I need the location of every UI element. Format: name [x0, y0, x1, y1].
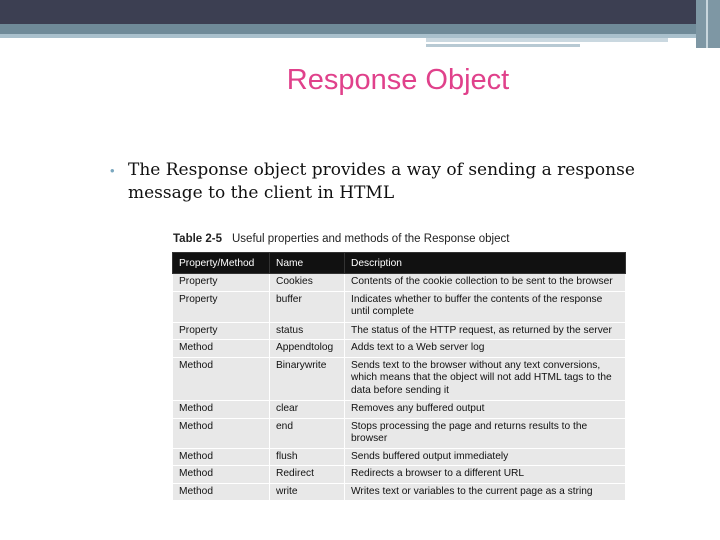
table-header-row — [173, 253, 626, 274]
bullet-text: The Response object provides a way of sending a response message to the client in HTML — [128, 160, 635, 203]
cell-name: flush — [270, 448, 345, 466]
table-row — [173, 357, 626, 401]
cell-name: Redirect — [270, 466, 345, 484]
slide-title: Response Object — [286, 64, 510, 96]
cell-type: Method — [173, 401, 270, 419]
cell-type: Method — [173, 448, 270, 466]
cell-type: Method — [173, 466, 270, 484]
table-row — [173, 401, 626, 419]
header-description: Description — [345, 253, 626, 274]
cell-name: status — [270, 322, 345, 340]
cell-description: Sends text to the browser without any text conversions, which means that the object will not add HTML tags to the data before sending it — [345, 357, 626, 401]
table-caption — [173, 233, 509, 245]
cell-name: Appendtolog — [270, 340, 345, 358]
decorative-edge-line — [706, 0, 708, 48]
cell-description: Redirects a browser to a different URL — [345, 466, 626, 484]
decorative-edge-strip — [696, 0, 720, 48]
cell-description: Sends buffered output immediately — [345, 448, 626, 466]
cell-name: buffer — [270, 291, 345, 322]
cell-description: Stops processing the page and returns results to the browser — [345, 418, 626, 448]
cell-type: Method — [173, 418, 270, 448]
cell-description: The status of the HTTP request, as returned by the server — [345, 322, 626, 340]
cell-description: Removes any buffered output — [345, 401, 626, 419]
bullet-icon: • — [110, 163, 115, 178]
header-name: Name — [270, 253, 345, 274]
table-row — [173, 340, 626, 358]
cell-description: Indicates whether to buffer the contents of the response until complete — [345, 291, 626, 322]
response-object-table — [172, 252, 626, 501]
cell-name: end — [270, 418, 345, 448]
cell-type: Property — [173, 322, 270, 340]
table-row — [173, 483, 626, 501]
table-row — [173, 466, 626, 484]
cell-type: Property — [173, 274, 270, 292]
table-row — [173, 448, 626, 466]
decorative-band — [0, 24, 720, 34]
cell-name: Binarywrite — [270, 357, 345, 401]
cell-type: Method — [173, 357, 270, 401]
cell-description: Contents of the cookie collection to be sent to the browser — [345, 274, 626, 292]
decorative-accent-line — [426, 44, 580, 47]
header-property-method: Property/Method — [173, 253, 270, 274]
table-row — [173, 291, 626, 322]
table-caption-text: Useful properties and methods of the Response object — [232, 233, 510, 245]
cell-description: Writes text or variables to the current page as a string — [345, 483, 626, 501]
bullet-item — [110, 159, 670, 205]
cell-type: Method — [173, 483, 270, 501]
cell-name: Cookies — [270, 274, 345, 292]
cell-type: Property — [173, 291, 270, 322]
table-row — [173, 274, 626, 292]
table-caption-label: Table 2-5 — [173, 233, 222, 245]
decorative-accent-line — [426, 38, 668, 42]
decorative-top-bar — [0, 0, 720, 24]
cell-name: clear — [270, 401, 345, 419]
cell-name: write — [270, 483, 345, 501]
cell-type: Method — [173, 340, 270, 358]
table-row — [173, 322, 626, 340]
table-row — [173, 418, 626, 448]
cell-description: Adds text to a Web server log — [345, 340, 626, 358]
